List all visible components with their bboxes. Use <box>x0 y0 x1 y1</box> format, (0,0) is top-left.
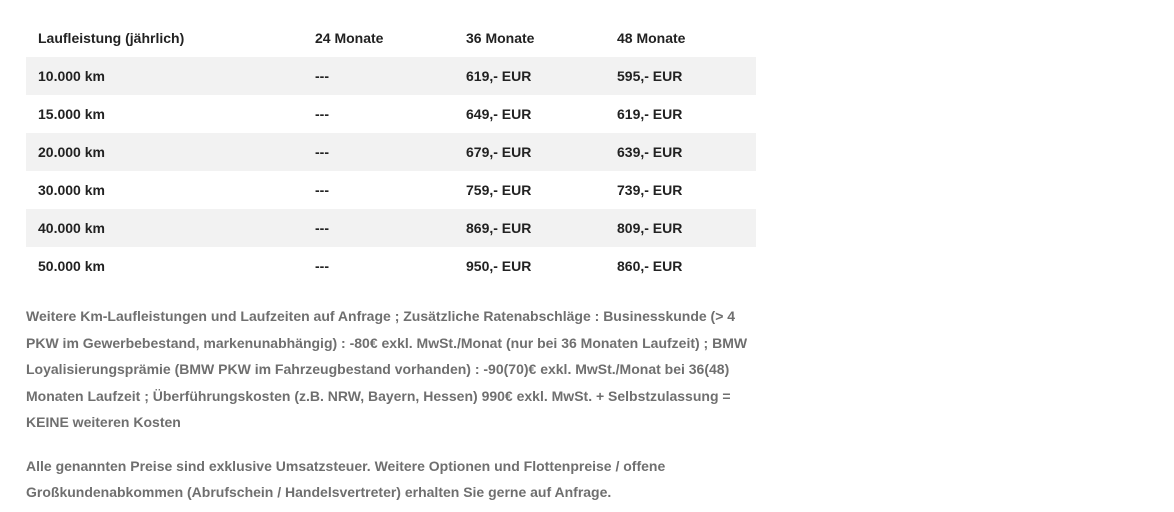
cell-mileage: 40.000 km <box>26 209 303 247</box>
table-row <box>26 133 756 171</box>
cell-36-months: 950,- EUR <box>454 247 605 285</box>
conditions-line: Monaten Laufzeit ; Überführungskosten (z.B. NRW, Bayern, Hessen) 990€ exkl. MwSt. + Selbstzulassung = <box>26 387 731 404</box>
conditions-line: Weitere Km-Laufleistungen und Laufzeiten auf Anfrage ; Zusätzliche Ratenabschläge : Businesskunde (> 4 <box>26 308 736 324</box>
cell-48-months: 619,- EUR <box>605 95 756 133</box>
header-36-months: 36 Monate <box>466 30 535 46</box>
prices-note <box>26 453 756 506</box>
cell-36-months: 649,- EUR <box>454 95 605 133</box>
header-mileage: Laufleistung (jährlich) <box>38 30 185 46</box>
table-row <box>26 247 756 285</box>
cell-24-months: --- <box>303 133 454 171</box>
leasing-content <box>26 19 756 506</box>
cell-48-months: 739,- EUR <box>605 171 756 209</box>
cell-36-months: 869,- EUR <box>454 209 605 247</box>
conditions-line: PKW im Gewerbebestand, markenunabhängig) : -80€ exkl. MwSt./Monat (nur bei 36 Monaten Laufzeit) ; BMW <box>26 334 748 351</box>
cell-48-months: 809,- EUR <box>605 209 756 247</box>
table-row <box>26 95 756 133</box>
leasing-rate-table <box>26 19 756 285</box>
cell-36-months: 759,- EUR <box>454 171 605 209</box>
cell-mileage: 10.000 km <box>26 57 303 95</box>
conditions-note <box>26 303 756 436</box>
cell-mileage: 15.000 km <box>26 95 303 133</box>
conditions-line: KEINE weiteren Kosten <box>26 414 181 430</box>
prices-line: Großkundenabkommen (Abrufschein / Handelsvertreter) erhalten Sie gerne auf Anfrage. <box>26 484 612 500</box>
header-24-months: 24 Monate <box>315 30 384 46</box>
cell-24-months: --- <box>303 57 454 95</box>
prices-line: Alle genannten Preise sind exklusive Umsatzsteuer. Weitere Optionen und Flottenpreise / offene <box>26 457 666 474</box>
table-row <box>26 171 756 209</box>
header-48-months: 48 Monate <box>617 30 686 46</box>
cell-48-months: 639,- EUR <box>605 133 756 171</box>
cell-mileage: 30.000 km <box>26 171 303 209</box>
cell-36-months: 679,- EUR <box>454 133 605 171</box>
table-header-row <box>26 19 756 57</box>
cell-24-months: --- <box>303 95 454 133</box>
cell-36-months: 619,- EUR <box>454 57 605 95</box>
conditions-line: Loyalisierungsprämie (BMW PKW im Fahrzeugbestand vorhanden) : -90(70)€ exkl. MwSt./Monat bei 36(48) <box>26 361 730 377</box>
cell-48-months: 595,- EUR <box>605 57 756 95</box>
cell-48-months: 860,- EUR <box>605 247 756 285</box>
table-row <box>26 57 756 95</box>
cell-24-months: --- <box>303 247 454 285</box>
cell-mileage: 50.000 km <box>26 247 303 285</box>
table-row <box>26 209 756 247</box>
cell-mileage: 20.000 km <box>26 133 303 171</box>
cell-24-months: --- <box>303 171 454 209</box>
cell-24-months: --- <box>303 209 454 247</box>
